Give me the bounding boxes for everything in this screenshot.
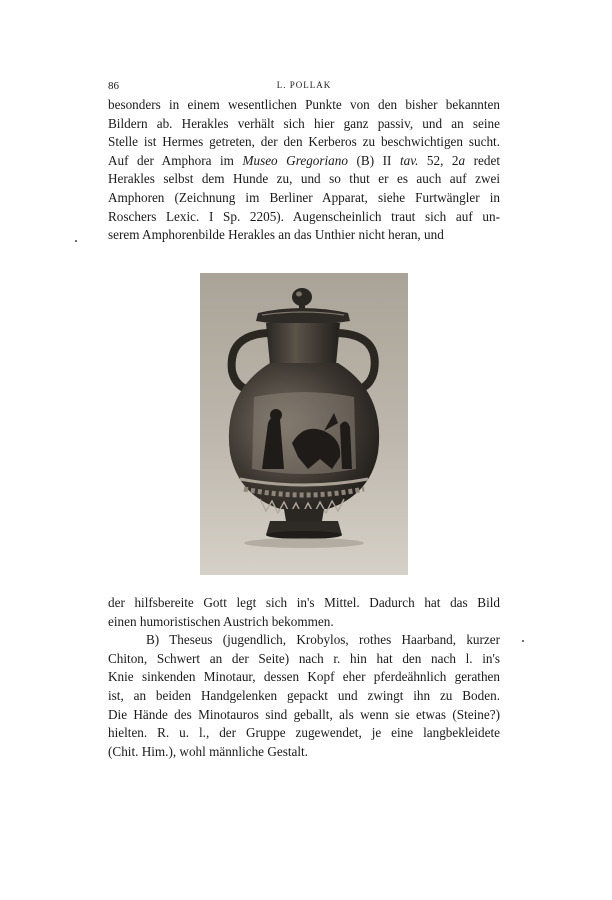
text-run: Bildern ab. Herakles verhält sich hier ganz passiv, und an seine [108, 115, 500, 131]
text-run: hielten. R. u. l., der Gruppe zugewendet, je eine langbekleidete [108, 725, 500, 741]
text-run: Amphoren (Zeichnung im Berliner Apparat, siehe Furtwängler in [108, 189, 500, 205]
text-line [108, 687, 500, 706]
text-line [108, 594, 500, 613]
text-run: B) Theseus (jugendlich, Krobylos, rothes Haarband, kurzer [146, 632, 500, 648]
text-line [108, 189, 500, 208]
text-run: Roschers Lexic. I Sp. 2205). Augenscheinlich traut sich auf un- [108, 208, 500, 224]
bottom-paragraph [108, 594, 500, 761]
text-line [108, 743, 500, 762]
vase-neck [266, 323, 340, 365]
text-run: Auf der Amphora im [108, 152, 243, 168]
running-head: L. POLLAK [276, 80, 332, 90]
text-line [108, 96, 500, 115]
text-run: besonders in einem wesentlichen Punkte von den bisher bekannten [108, 97, 500, 112]
text-line [108, 170, 500, 189]
text-line [108, 152, 500, 171]
text-line [108, 226, 500, 245]
amphora-figure [200, 273, 408, 575]
stray-mark [522, 640, 524, 642]
text-line [108, 613, 500, 632]
text-line [108, 631, 500, 650]
text-run: redet [465, 152, 500, 168]
text-run: der hilfsbereite Gott legt sich in's Mittel. Dadurch hat das Bild [108, 595, 500, 610]
text-run: Chiton, Schwert an der Seite) nach r. hin hat den nach l. in's [108, 650, 500, 666]
text-run: Die Hände des Minotauros sind geballt, als wenn sie etwas (Steine?) [108, 706, 500, 722]
page-header [108, 80, 500, 96]
stray-mark [75, 240, 77, 242]
text-line [108, 115, 500, 134]
italic-text: Museo Gregoriano [242, 152, 348, 168]
page-number: 86 [108, 80, 119, 92]
text-run: Herakles selbst dem Hunde zu, und so thut er es auch auf zwei [108, 171, 500, 187]
text-line [108, 724, 500, 743]
text-run: Knie sinkenden Minotaur, dessen Kopf eher pferdeähnlich gerathen [108, 669, 500, 685]
text-run: 52, 2 [418, 152, 459, 168]
text-line [108, 208, 500, 227]
text-line [108, 668, 500, 687]
text-run: (B) II [347, 152, 400, 168]
amphora-image [200, 273, 408, 575]
text-run: serem Amphorenbilde Herakles an das Unthier nicht heran, und [108, 227, 444, 243]
text-line [108, 133, 500, 152]
text-line [108, 650, 500, 669]
text-run: Stelle ist Hermes getreten, der den Kerberos zu beschwichtigen sucht. [108, 134, 500, 150]
top-paragraph [108, 96, 500, 245]
text-run: einen humoristischen Austrich bekommen. [108, 613, 334, 629]
italic-text: tav. [399, 152, 419, 168]
vase-foot [284, 509, 324, 521]
text-run: ist, an beiden Handgelenken gepackt und zwingt ihn zu Boden. [108, 687, 500, 703]
lid-knob [292, 288, 312, 306]
italic-text: a [458, 152, 466, 168]
text-line [108, 706, 500, 725]
text-run: (Chit. Him.), wohl männliche Gestalt. [108, 743, 308, 759]
